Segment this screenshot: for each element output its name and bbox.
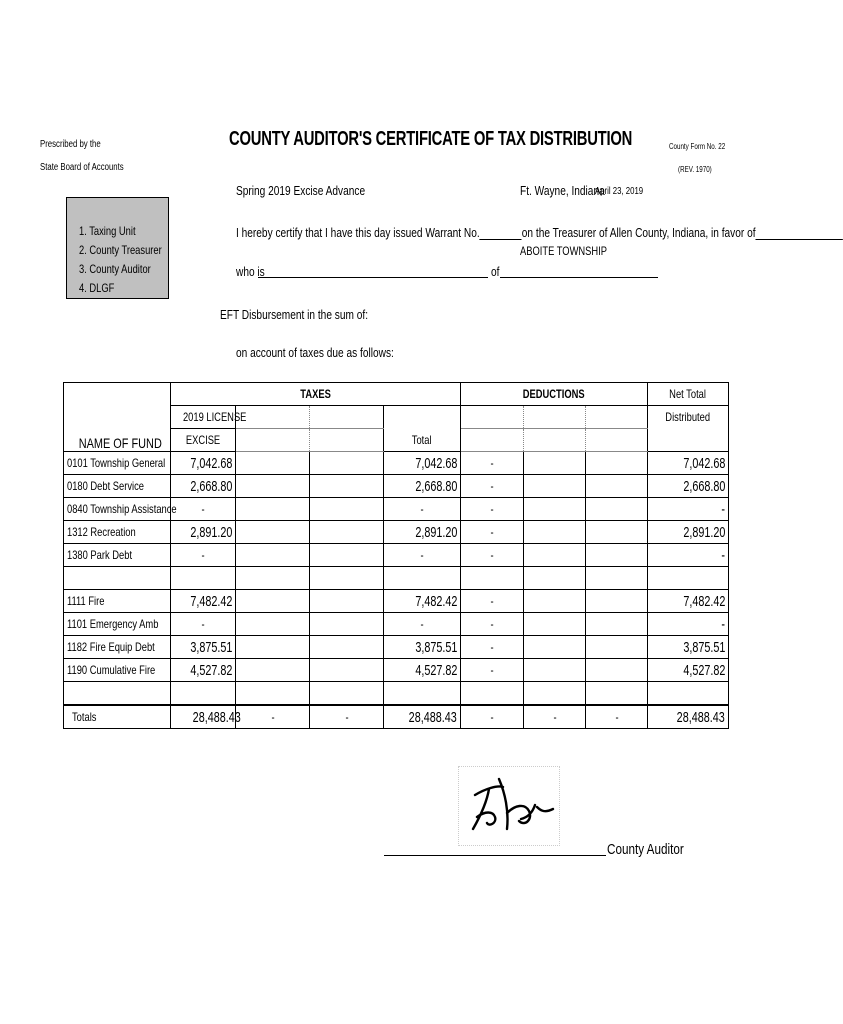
certify-text-b: on the Treasurer of Allen County, Indiana, in favor of (521, 225, 756, 240)
distribution-item: 4. DLGF (79, 281, 115, 295)
who-is-blank (258, 277, 488, 278)
page-title: COUNTY AUDITOR'S CERTIFICATE OF TAX DISTRIBUTION (229, 128, 633, 150)
certify-text-a: I hereby certify that I have this day issued Warrant No. (236, 225, 480, 240)
state-board: State Board of Accounts (40, 162, 124, 173)
tax-distribution-table (63, 382, 729, 729)
of-blank (500, 277, 658, 278)
who-is-label: who is (236, 264, 265, 279)
table-row: 1190 Cumulative Fire 4,527.82 4,527.82 - 4,527.82 (64, 659, 729, 682)
prescribed-by: Prescribed by the (40, 139, 101, 150)
payee-name: ABOITE TOWNSHIP (520, 244, 608, 258)
taxes-header: TAXES (171, 383, 461, 406)
deductions-header: DEDUCTIONS (461, 383, 648, 406)
revision: (REV. 1970) (678, 165, 712, 174)
eft-line: EFT Disbursement in the sum of: (220, 307, 369, 322)
table-row: 0180 Debt Service 2,668.80 2,668.80 - 2,668.80 (64, 475, 729, 498)
subtitle: Spring 2019 Excise Advance (236, 183, 366, 198)
table-row (64, 682, 729, 706)
of-label: of (491, 264, 500, 279)
account-line: on account of taxes due as follows: (236, 345, 394, 360)
distribution-item: 2. County Treasurer (79, 243, 162, 257)
table-row: 1111 Fire 7,482.42 7,482.42 - 7,482.42 (64, 590, 729, 613)
table-row: 1101 Emergency Amb - - - - (64, 613, 729, 636)
signature-image (458, 766, 560, 846)
distribution-item: 3. County Auditor (79, 262, 151, 276)
license-header: 2019 LICENSE (171, 406, 236, 429)
warrant-number-blank (480, 227, 522, 240)
signature-line (384, 855, 606, 856)
fund-header: NAME OF FUND (64, 383, 171, 452)
excise-header: EXCISE (171, 429, 236, 452)
signature-caption: County Auditor (607, 841, 684, 858)
table-header-row (64, 383, 729, 406)
table-row: 0101 Township General 7,042.68 7,042.68 - 7,042.68 (64, 452, 729, 475)
location: Ft. Wayne, Indiana (520, 183, 605, 198)
distribution-item: 1. Taxing Unit (79, 224, 136, 238)
net-total-header: Net Total (648, 383, 729, 406)
distribution-list (66, 197, 169, 299)
form-number: County Form No. 22 (669, 142, 726, 151)
certify-line (236, 225, 843, 240)
totals-row: Totals 28,488.43 - - 28,488.43 - - - 28,488.43 (64, 705, 729, 729)
table-row: 1312 Recreation 2,891.20 2,891.20 - 2,891.20 (64, 521, 729, 544)
table-row (64, 567, 729, 590)
favor-of-blank (756, 227, 843, 240)
table-row: 1182 Fire Equip Debt 3,875.51 3,875.51 - 3,875.51 (64, 636, 729, 659)
distributed-header: Distributed (648, 406, 729, 429)
total-header: Total (384, 429, 461, 452)
table-row: 1380 Park Debt - - - - (64, 544, 729, 567)
date: April 23, 2019 (595, 186, 644, 197)
handwritten-signature-icon (459, 767, 559, 845)
table-row: 0840 Township Assistance - - - - (64, 498, 729, 521)
